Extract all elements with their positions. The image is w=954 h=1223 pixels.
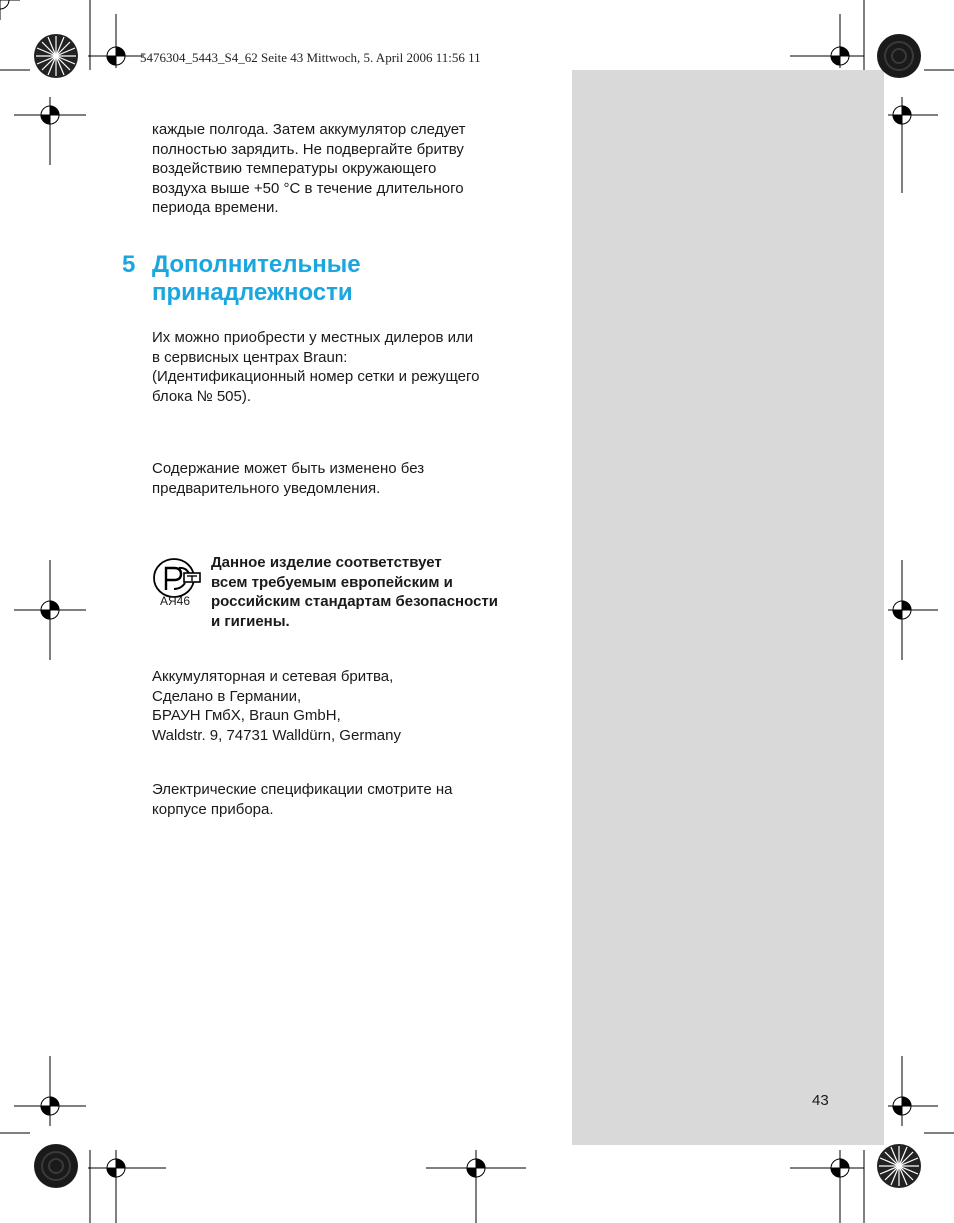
manufacturer-paragraph [152,667,547,745]
intro-line: полностью зарядить. Не подвергайте бритву [152,140,464,158]
manufacturer-line: БРАУН ГмбХ, Braun GmbH, [152,707,341,724]
accessories-line: Их можно приобрести у местных дилеров или [152,329,474,346]
certification-line: российским стандартам безопасности [211,593,498,610]
section-title-line: Дополнительные [152,251,361,278]
manufacturer-line: Waldstr. 9, 74731 Walldürn, Germany [152,726,401,744]
accessories-line: (Идентификационный номер сетки и режущего [152,368,480,385]
gost-certification-logo [152,556,202,612]
intro-line: воздействию температуры окружающего [152,160,437,177]
accessories-line: блока № 505). [152,387,252,405]
specs-line: Электрические спецификации смотрите на [152,781,453,798]
manufacturer-line: Сделано в Германии, [152,687,302,705]
print-header: 5476304_5443_S4_62 Seite 43 Mittwoch, 5. April 2006 11:56 11 [140,50,481,65]
certification-line: всем требуемым европейским и [211,573,453,591]
specs-line: корпусе прибора. [152,800,274,818]
accessories-paragraph [152,328,547,406]
page-number: 43 [812,1092,829,1109]
specs-paragraph [152,780,547,819]
intro-paragraph [152,120,547,218]
intro-line: периода времени. [152,199,279,216]
certification-line: и гигиены. [211,612,290,630]
intro-line: каждые полгода. Затем аккумулятор следует [152,121,466,138]
gost-logo-code: АЯ46 [160,594,191,608]
notice-line: Содержание может быть изменено без [152,460,425,477]
certification-statement [211,553,498,631]
section-title [152,251,361,307]
manufacturer-line: Аккумуляторная и сетевая бритва, [152,668,394,685]
certification-line: Данное изделие соответствует [211,554,442,571]
intro-line: воздуха выше +50 °С в течение длительного [152,179,464,197]
section-number: 5 [122,251,136,278]
notice-line: предварительного уведомления. [152,479,381,497]
notice-paragraph [152,459,547,498]
section-title-line: принадлежности [152,279,353,306]
accessories-line: в сервисных центрах Braun: [152,348,348,366]
